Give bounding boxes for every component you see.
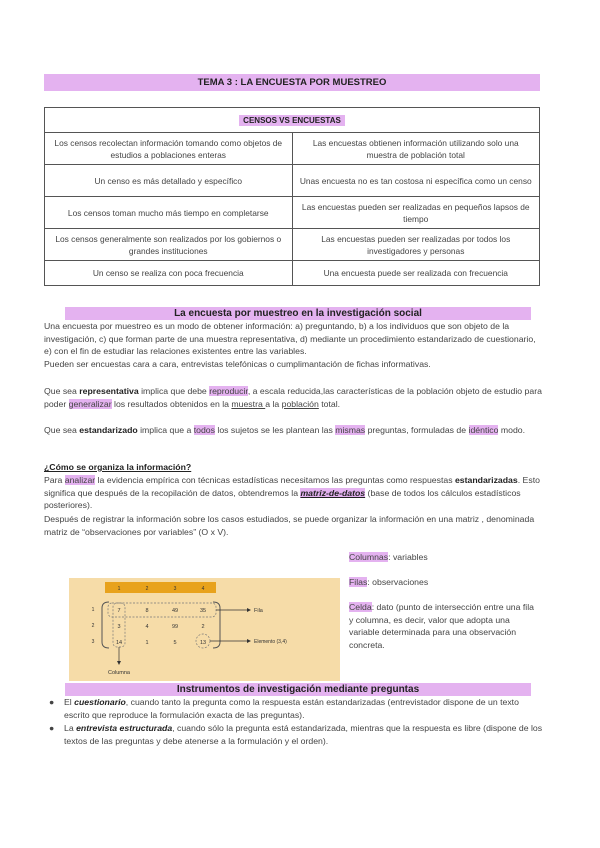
matrix-col-header: 3 <box>173 586 177 592</box>
data-matrix-figure <box>69 578 340 681</box>
table-row <box>45 261 540 286</box>
matrix-cell: 1 <box>145 640 149 646</box>
elemento-label: Elemento (3,4) <box>254 639 287 645</box>
table-cell: Las encuestas pueden ser realizadas en pequeños lapsos de tiempo <box>292 197 540 229</box>
matrix-header-band <box>105 582 216 593</box>
types-paragraph: Pueden ser encuestas cara a cara, entrevistas telefónicas o cumplimantación de fichas informativas. <box>44 359 431 369</box>
data-matrix-svg <box>69 578 340 681</box>
matrix-col-header: 1 <box>117 586 121 592</box>
matrix-col-header: 4 <box>201 586 205 592</box>
table-row <box>45 197 540 229</box>
term-estandarizado: estandarizado <box>79 425 138 435</box>
bullet-icon: ● <box>49 697 55 707</box>
matrix-cell: 13 <box>199 640 207 646</box>
matrix-row-header: 1 <box>91 607 95 613</box>
matrix-cell: 35 <box>199 608 207 614</box>
table-cell: Un censo es más detallado y específico <box>45 165 293 197</box>
section-heading-encuesta: La encuesta por muestreo en la investigación social <box>65 307 531 320</box>
fila-label: Fila <box>254 608 263 614</box>
matrix-cell: 7 <box>117 608 121 614</box>
matrix-col-header: 2 <box>145 586 149 592</box>
question-heading: ¿Cómo se organiza la información? <box>44 462 192 472</box>
matrix-cell: 14 <box>115 640 123 646</box>
matrix-row-header: 3 <box>91 639 95 645</box>
matrix-cell: 2 <box>201 624 205 630</box>
comparison-table <box>44 107 540 286</box>
table-cell: Las encuestas obtienen información utilizando solo una muestra de población total <box>292 133 540 165</box>
table-cell: Los censos recolectan información tomando como objetos de estudios a poblaciones enteras <box>45 133 293 165</box>
table-row <box>45 165 540 197</box>
table-cell: Los censos toman mucho más tiempo en completarse <box>45 197 293 229</box>
fila-arrow-head <box>247 608 251 612</box>
estandarizado-paragraph: Que sea estandarizado implica que a todos los sujetos se les plantean las mismas preguntas, formuladas de idéntico modo. <box>44 425 526 435</box>
table-cell: Una encuesta puede ser realizada con frecuencia <box>292 261 540 286</box>
matrix-cell: 3 <box>117 624 121 630</box>
columnas-definition: Columnas: variables <box>349 552 428 562</box>
cuestionario-item: El cuestionario, cuando tanto la pregunta como la respuesta están estandarizadas (entrevistador dispone de un texto escrito que reproduce la formulación exacta de las preguntas). <box>64 697 519 720</box>
table-row <box>45 133 540 165</box>
table-header-label: CENSOS VS ENCUESTAS <box>239 115 345 126</box>
matrix-cell: 4 <box>145 624 149 630</box>
table-cell: Los censos generalmente son realizados por los gobiernos o grandes instituciones <box>45 229 293 261</box>
term-matriz-de-datos: matriz-de-datos <box>300 487 366 498</box>
definition-paragraph: Una encuesta por muestreo es un modo de obtener información: a) preguntando, b) a los individuos que son objeto de la investigación, c) que forman parte de una muestra representativa, d) mediante un procedimiento estandarizado de cuestionario, e) con el fin de estudiar las relaciones existentes entre las variables. <box>44 321 536 357</box>
columna-label: Columna <box>107 670 131 676</box>
columna-arrow-head <box>117 661 121 665</box>
analysis-paragraph: Para analizar la evidencia empírica con técnicas estadísticas necesitamos las preguntas como respuestas estandarizadas. Esto significa que después de la recopilación de datos, obtendremos la matriz-de-datos (base de todos los cálculos estadísticos posteriores). <box>44 475 540 511</box>
table-header <box>45 108 540 133</box>
elemento-arrow-head <box>247 639 251 643</box>
table-cell: Un censo se realiza con poca frecuencia <box>45 261 293 286</box>
celda-definition: Celda: dato (punto de intersección entre una fila y columna, es decir, valor que adopta una variable determinada para una observación concreta. <box>349 602 534 650</box>
representativa-paragraph: Que sea representativa implica que debe reproducir, a escala reducida,las características de la población objeto de estudio para poder generalizar los resultados obtenidos en la muestra a la población total. <box>44 386 542 409</box>
matrix-paragraph: Después de registrar la información sobre los casos estudiados, se puede organizar la información en una matriz , denominada matriz de “observaciones por variables” (O x V). <box>44 514 535 537</box>
matrix-cell: 99 <box>171 624 179 630</box>
matrix-cell: 5 <box>173 640 177 646</box>
table-cell: Unas encuesta no es tan costosa ni específica como un censo <box>292 165 540 197</box>
table-cell: Las encuestas pueden ser realizadas por todos los investigadores y personas <box>292 229 540 261</box>
document-title: TEMA 3 : LA ENCUESTA POR MUESTREO <box>44 74 540 91</box>
matrix-cell: 49 <box>171 608 179 614</box>
table-row <box>45 229 540 261</box>
matrix-cell: 8 <box>145 608 149 614</box>
table-header-row <box>45 108 540 133</box>
filas-definition: Filas: observaciones <box>349 577 429 587</box>
bullet-icon: ● <box>49 723 55 733</box>
term-representativa: representativa <box>79 386 139 396</box>
section-heading-instrumentos: Instrumentos de investigación mediante preguntas <box>65 683 531 696</box>
entrevista-item: La entrevista estructurada, cuando sólo la pregunta está estandarizada, mientras que la respuesta es libre (dispone de los textos de las preguntas y debe atenerse a la formulación y el orden). <box>64 723 543 746</box>
matrix-row-header: 2 <box>91 623 95 629</box>
